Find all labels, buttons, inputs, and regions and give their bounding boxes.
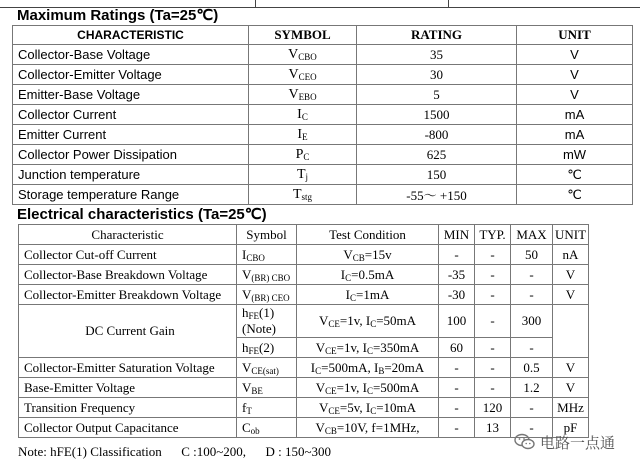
- row-symbol: $h_{FE}(1)$ (Note): [237, 305, 297, 338]
- row-rating: 625: [357, 145, 517, 165]
- row-max: -: [511, 265, 553, 285]
- table-row: [13, 65, 633, 85]
- row-characteristic: Storage temperature Range: [13, 185, 249, 205]
- max-ratings-table: [12, 25, 633, 205]
- wechat-icon: [514, 433, 536, 451]
- table-row: [19, 398, 589, 418]
- row-rating: 35: [357, 45, 517, 65]
- table-row: [19, 285, 589, 305]
- row-rating: 1500: [357, 105, 517, 125]
- row-symbol: $V_{CBO}$: [249, 45, 357, 65]
- table-header-row: [19, 225, 589, 245]
- row-max: -: [511, 418, 553, 438]
- row-unit: V: [517, 45, 633, 65]
- table-row: [19, 358, 589, 378]
- max-ratings-title: Maximum Ratings (Ta=25℃): [17, 7, 219, 24]
- row-unit: V: [553, 265, 589, 285]
- row-typ: -: [475, 378, 511, 398]
- row-typ: -: [475, 285, 511, 305]
- row-min: -30: [439, 285, 475, 305]
- header-rating: RATING: [357, 26, 517, 45]
- row-symbol: $V_{(BR) CEO}$: [237, 285, 297, 305]
- row-condition: $I_C=0.5mA$: [297, 265, 439, 285]
- row-max: 300: [511, 305, 553, 338]
- row-characteristic: Base-Emitter Voltage: [19, 378, 237, 398]
- row-min: 100: [439, 305, 475, 338]
- table-header-row: [13, 26, 633, 45]
- row-rating: -55～ +150: [357, 185, 517, 205]
- row-symbol: $I_{CBO}$: [237, 245, 297, 265]
- header-symbol: Symbol: [237, 225, 297, 245]
- watermark: [514, 431, 634, 453]
- row-unit: V: [553, 358, 589, 378]
- table-row: [19, 378, 589, 398]
- table-row: [19, 418, 589, 438]
- row-typ: -: [475, 305, 511, 338]
- header-unit: UNIT: [553, 225, 589, 245]
- row-characteristic: Emitter Current: [13, 125, 249, 145]
- header-max: MAX: [511, 225, 553, 245]
- row-symbol: $V_{CE(sat)}$: [237, 358, 297, 378]
- watermark-text: 电路一点通: [540, 433, 616, 452]
- row-unit: V: [517, 65, 633, 85]
- row-symbol: $f_T$: [237, 398, 297, 418]
- row-characteristic: Collector-Emitter Breakdown Voltage: [19, 285, 237, 305]
- row-unit: mA: [517, 105, 633, 125]
- row-unit: V: [517, 85, 633, 105]
- row-unit: V: [553, 378, 589, 398]
- row-characteristic: Collector Output Capacitance: [19, 418, 237, 438]
- row-min: -: [439, 418, 475, 438]
- row-symbol: $I_E$: [249, 125, 357, 145]
- row-characteristic: DC Current Gain: [19, 305, 237, 358]
- table-row: [13, 45, 633, 65]
- classification-note: Note: hFE(1) Classification C :100~200, D : 150~300: [18, 444, 332, 459]
- table-row: [13, 165, 633, 185]
- row-rating: 30: [357, 65, 517, 85]
- row-min: -: [439, 398, 475, 418]
- row-unit: mA: [517, 125, 633, 145]
- row-typ: -: [475, 338, 511, 358]
- row-min: -35: [439, 265, 475, 285]
- header-test-condition: Test Condition: [297, 225, 439, 245]
- row-symbol: $V_{BE}$: [237, 378, 297, 398]
- electrical-title: Electrical characteristics (Ta=25℃): [17, 206, 267, 223]
- row-characteristic: Collector-Base Voltage: [13, 45, 249, 65]
- row-unit: ℃: [517, 165, 633, 185]
- row-symbol: $I_C$: [249, 105, 357, 125]
- row-condition: $V_{CE}=1v$, $I_C=500mA$: [297, 378, 439, 398]
- header-min: MIN: [439, 225, 475, 245]
- header-symbol: SYMBOL: [249, 26, 357, 45]
- row-symbol: $V_{CEO}$: [249, 65, 357, 85]
- row-typ: 13: [475, 418, 511, 438]
- row-rating: 5: [357, 85, 517, 105]
- table-row: [19, 305, 589, 338]
- table-row: [19, 265, 589, 285]
- header-characteristic: CHARACTERISTIC: [13, 26, 249, 45]
- table-row: [13, 105, 633, 125]
- row-unit: pF: [553, 418, 589, 438]
- row-condition: $I_C=1mA$: [297, 285, 439, 305]
- row-characteristic: Collector-Emitter Saturation Voltage: [19, 358, 237, 378]
- row-condition: $V_{CB}=15v$: [297, 245, 439, 265]
- row-characteristic: Emitter-Base Voltage: [13, 85, 249, 105]
- row-unit: nA: [553, 245, 589, 265]
- row-characteristic: Collector Cut-off Current: [19, 245, 237, 265]
- row-condition: $I_C=500mA$, $I_B=20mA$: [297, 358, 439, 378]
- row-unit: V: [553, 285, 589, 305]
- row-min: 60: [439, 338, 475, 358]
- row-max: 1.2: [511, 378, 553, 398]
- row-min: -: [439, 245, 475, 265]
- table-row: [13, 185, 633, 205]
- row-condition: $V_{CE}=1v$, $I_C=50mA$: [297, 305, 439, 338]
- row-unit: mW: [517, 145, 633, 165]
- row-characteristic: Collector Power Dissipation: [13, 145, 249, 165]
- row-max: 0.5: [511, 358, 553, 378]
- header-characteristic: Characteristic: [19, 225, 237, 245]
- row-condition: $V_{CE}=5v$, $I_C=10mA$: [297, 398, 439, 418]
- row-characteristic: Collector Current: [13, 105, 249, 125]
- row-typ: 120: [475, 398, 511, 418]
- row-symbol: $C_{ob}$: [237, 418, 297, 438]
- row-condition: $V_{CB}=10V$, f=1MHz,: [297, 418, 439, 438]
- row-max: -: [511, 338, 553, 358]
- row-characteristic: Collector-Emitter Voltage: [13, 65, 249, 85]
- row-rating: 150: [357, 165, 517, 185]
- row-min: -: [439, 378, 475, 398]
- row-characteristic: Collector-Base Breakdown Voltage: [19, 265, 237, 285]
- row-typ: -: [475, 265, 511, 285]
- row-symbol: $V_{EBO}$: [249, 85, 357, 105]
- table-row: [13, 145, 633, 165]
- row-rating: -800: [357, 125, 517, 145]
- row-characteristic: Junction temperature: [13, 165, 249, 185]
- row-condition: $V_{CE}=1v$, $I_C=350mA$: [297, 338, 439, 358]
- row-symbol: $V_{(BR) CBO}$: [237, 265, 297, 285]
- header-unit: UNIT: [517, 26, 633, 45]
- row-unit: ℃: [517, 185, 633, 205]
- table-row: [19, 245, 589, 265]
- row-max: -: [511, 398, 553, 418]
- row-symbol: $T_j$: [249, 165, 357, 185]
- row-unit: [553, 305, 589, 358]
- row-symbol: $h_{FE}(2)$: [237, 338, 297, 358]
- row-characteristic: Transition Frequency: [19, 398, 237, 418]
- header-typ: TYP.: [475, 225, 511, 245]
- row-max: 50: [511, 245, 553, 265]
- table-row: [13, 85, 633, 105]
- electrical-table: [18, 224, 589, 438]
- row-symbol: $T_{stg}$: [249, 185, 357, 205]
- table-row: [13, 125, 633, 145]
- row-max: -: [511, 285, 553, 305]
- row-symbol: $P_C$: [249, 145, 357, 165]
- row-typ: -: [475, 358, 511, 378]
- row-unit: MHz: [553, 398, 589, 418]
- row-min: -: [439, 358, 475, 378]
- row-typ: -: [475, 245, 511, 265]
